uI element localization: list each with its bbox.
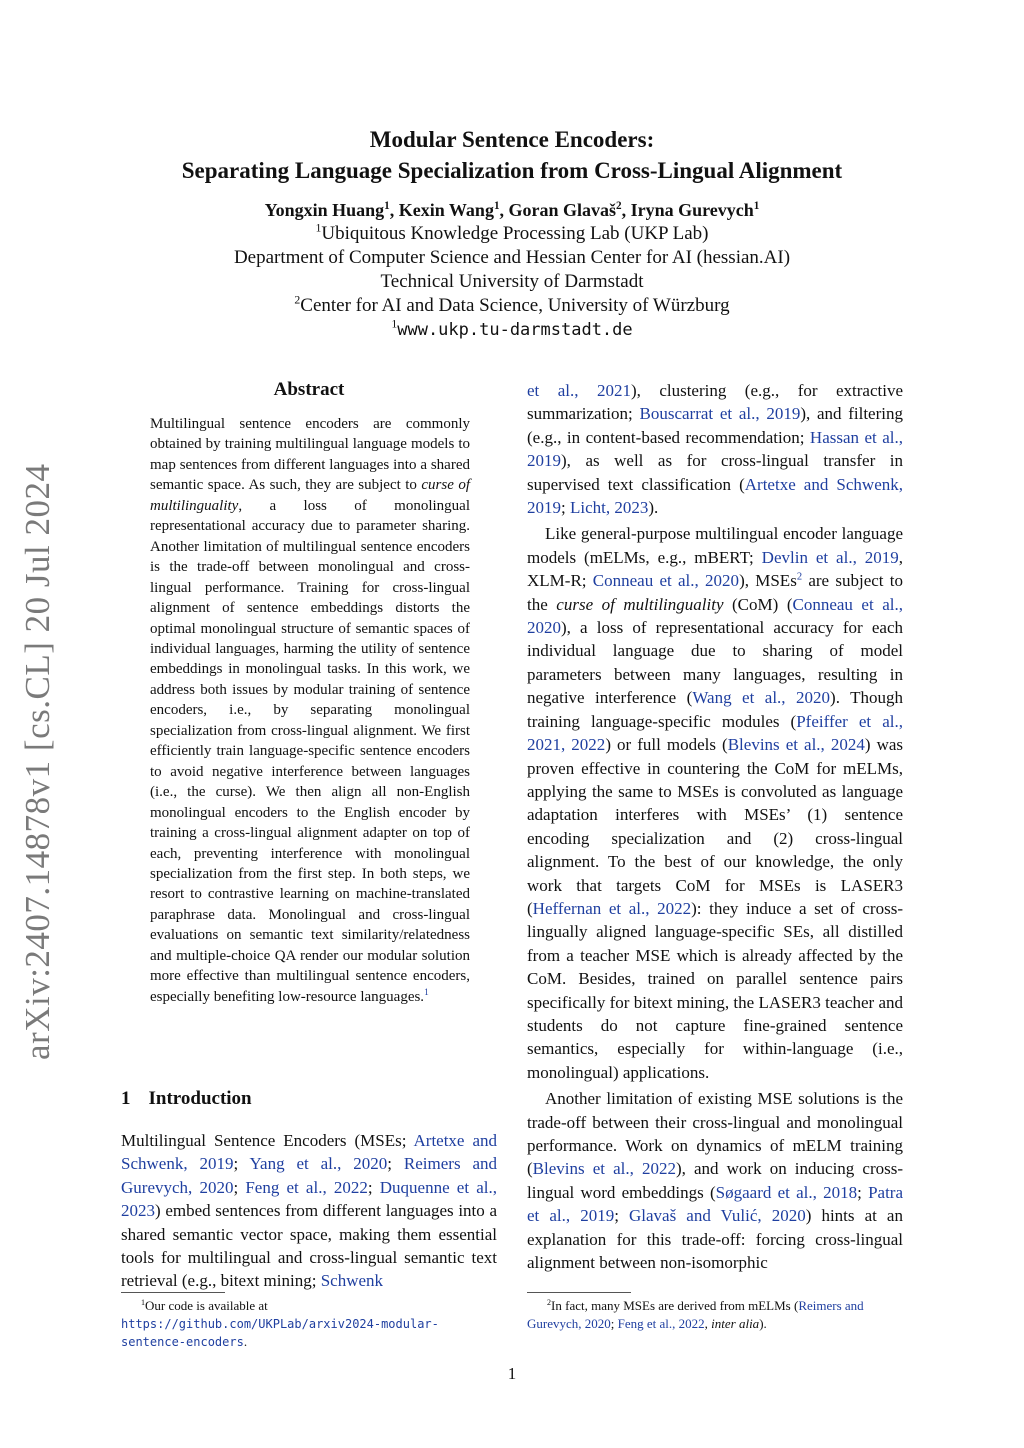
citation-link[interactable]: Pfeiffer et al., 2021, 2022	[527, 711, 903, 755]
lab-url[interactable]: www.ukp.tu-darmstadt.de	[397, 320, 633, 340]
author-name: Goran Glavaš	[508, 200, 617, 220]
text-run: ). Though training language-specific modules (	[527, 688, 903, 731]
emphasis-text: inter alia	[711, 1316, 760, 1331]
citation-link[interactable]: Reimers and Gurevych, 2020	[121, 1154, 497, 1197]
footnote-text: ).	[759, 1316, 767, 1331]
abstract-text-part: Multilingual sentence encoders are commonly obtained by training multilingual language models to map sentences from different languages into a shared semantic space. As such, they are subject to	[150, 416, 470, 494]
paper-title-line-2: Separating Language Specialization from Cross-Lingual Alignment	[181, 158, 843, 183]
text-run: are subject to the	[527, 571, 904, 614]
text-run: ) hints at an explanation for this trade-off: forcing cross-lingual alignment between non-isomorphic	[527, 1206, 903, 1273]
page-number: 1	[507, 1364, 517, 1383]
citation-link[interactable]: Conneau et al., 2020	[592, 571, 740, 591]
text-run: ;	[857, 1182, 869, 1202]
code-repository-link[interactable]: https://github.com/UKPLab/arxiv2024-modular-sentence-encoders	[121, 1317, 439, 1349]
author-name: Yongxin Huang	[264, 200, 385, 220]
affil-mark: 2	[294, 293, 301, 307]
affiliation-1-line-1	[120, 222, 904, 246]
abstract-emphasis: curse of multilinguality	[150, 477, 470, 514]
title-block	[120, 124, 904, 342]
text-run: ), as well as for cross-lingual transfer in supervised text classification (	[527, 451, 903, 494]
affil-text: Ubiquitous Knowledge Processing Lab (UKP Lab)	[321, 223, 709, 244]
citation-link[interactable]: Devlin et al., 2019	[761, 547, 899, 567]
footnote-2-link[interactable]: 2	[796, 571, 803, 583]
text-run: ), and work on inducing cross-lingual word embeddings (	[527, 1159, 903, 1202]
citation-link[interactable]: Wang et al., 2020	[692, 688, 831, 708]
text-run: ), MSEs	[739, 571, 797, 591]
section-heading	[121, 1087, 497, 1111]
citation-link[interactable]: Artetxe and Schwenk, 2019	[121, 1131, 497, 1174]
text-run: ), and filtering (e.g., in content-based recommendation;	[527, 404, 903, 447]
right-column	[527, 379, 903, 1274]
text-run: ): they induce a set of cross-lingually aligned language-specific SEs, all distilled from a teacher MSE which is already affected by the CoM. Besides, trained on parallel sentence pairs specifically for bitext mining, the LASER3 teacher and students do not capture fine-grained sentence semantics, especially for within-language (i.e., monolingual) applications.	[527, 898, 903, 1082]
lab-url-line	[120, 318, 904, 342]
abstract-text-part: , a loss of monolingual representational accuracy due to parameter sharing. Another limitation of multilingual sentence encoders is the trade-off between monolingual and cross-lingual performance. Training for cross-lingual alignment of sentence embeddings distorts the optimal monolingual structure of semantic spaces of individual languages, harming the utility of sentence embeddings in monolingual tasks. In this work, we address both issues by modular training of sentence encoders, i.e., by separating monolingual specialization from cross-lingual alignment. We first efficiently train language-specific sentence encoders to avoid negative interference between languages (i.e., the curse). We then align all non-English monolingual encoders to the English encoder by training a cross-lingual alignment adapter on top of each, preventing interference with monolingual specialization from the first step. In both steps, we resort to contrastive learning on machine-translated paraphrase data. Monolingual and cross-lingual evaluations on semantic text similarity/relatedness and multiple-choice QA render our modular solution more effective than multilingual sentence encoders, especially benefiting low-resource languages.	[150, 497, 470, 1005]
emphasis-text: curse of multilinguality	[556, 594, 724, 614]
author-name: Kexin Wang	[398, 200, 494, 220]
affil-mark: 1	[315, 221, 322, 235]
author-affil-mark: 1	[493, 200, 500, 212]
citation-link[interactable]: Yang et al., 2020	[249, 1154, 388, 1174]
paragraph-tradeoff	[527, 1087, 903, 1274]
citation-link[interactable]: et al., 2021	[527, 381, 631, 400]
paper-title-line-1: Modular Sentence Encoders:	[369, 127, 655, 152]
text-run: ;	[614, 1206, 630, 1226]
citation-link[interactable]: Blevins et al., 2022	[532, 1159, 676, 1179]
footnote-text: Our code is available at	[145, 1298, 268, 1313]
footnote-text: In fact, many MSEs are derived from mELMs (	[551, 1298, 799, 1313]
author-affil-mark: 2	[616, 200, 622, 212]
citation-link[interactable]: Duquenne et al., 2023	[121, 1177, 497, 1221]
affil-mark: 1	[391, 317, 398, 331]
citation-link[interactable]: Artetxe and Schwenk, 2019	[527, 474, 903, 518]
text-run: Another limitation of existing MSE solutions is the trade-off between their cross-lingual and monolingual performance. Work on dynamics of mELM training (	[527, 1089, 903, 1179]
citation-link[interactable]: Hassan et al., 2019	[527, 427, 903, 471]
text-run: ;	[233, 1177, 246, 1197]
intro-paragraph	[121, 1129, 497, 1293]
footnote-1	[121, 1297, 501, 1351]
footnote-text: ;	[610, 1316, 618, 1331]
section-number: 1	[121, 1088, 131, 1109]
footnote-text: ,	[704, 1316, 712, 1331]
citation-link[interactable]: Licht, 2023	[569, 498, 649, 518]
introduction-section	[121, 1087, 497, 1293]
text-run: ;	[387, 1154, 404, 1174]
text-run: ) embed sentences from different languages into a shared semantic vector space, making them essential tools for multilingual and cross-lingual semantic text retrieval (e.g., bitext mining;	[121, 1201, 497, 1291]
text-run: ;	[233, 1154, 250, 1174]
citation-link[interactable]: Feng et al., 2022	[617, 1316, 705, 1331]
author-affil-mark: 1	[384, 200, 390, 212]
paragraph-com	[527, 522, 903, 1084]
citation-link[interactable]: Bouscarrat et al., 2019	[639, 404, 801, 424]
affiliation-2	[120, 294, 904, 318]
footnote-1-link[interactable]: 1	[424, 987, 429, 998]
text-run: ;	[367, 1177, 380, 1197]
text-run: ).	[648, 498, 659, 518]
author-list: Yongxin Huang$^1$, Kexin Wang$^1$, Goran Glavaš$^2$, Iryna Gurevych$^1$	[264, 200, 760, 220]
arxiv-identifier-sidebar: arXiv:2407.14878v1 [cs.CL] 20 Jul 2024	[18, 463, 57, 1060]
paragraph-continuation	[527, 379, 903, 519]
footnote-mark: 1	[141, 1297, 146, 1307]
footnote-divider	[121, 1292, 225, 1293]
text-run: ), clustering (e.g., for extractive summarization;	[527, 381, 903, 424]
affil-text: Center for AI and Data Science, University of Würzburg	[300, 295, 730, 316]
footnote-text: .	[243, 1334, 248, 1349]
section-title: Introduction	[148, 1088, 252, 1109]
author-name: Iryna Gurevych	[630, 200, 754, 220]
abstract-body	[150, 414, 470, 1007]
author-affil-mark: 1	[753, 200, 760, 212]
footnote-mark: 2	[547, 1297, 552, 1307]
citation-link[interactable]: Glavaš and Vulić, 2020	[629, 1206, 806, 1226]
citation-link[interactable]: Patra et al., 2019	[527, 1182, 903, 1226]
text-run: ) or full models (	[605, 735, 728, 755]
citation-link[interactable]: Schwenk	[320, 1271, 384, 1291]
affiliation-1-line-2: Department of Computer Science and Hessian Center for AI (hessian.AI)	[233, 247, 791, 268]
footnote-divider	[527, 1292, 631, 1293]
abstract-heading: Abstract	[273, 379, 345, 400]
affiliation-1-line-3: Technical University of Darmstadt	[380, 271, 644, 292]
text-run: Multilingual Sentence Encoders (MSEs;	[121, 1131, 414, 1150]
text-run: (CoM) (	[723, 594, 793, 614]
citation-link[interactable]: Feng et al., 2022	[245, 1177, 368, 1197]
text-run: ) was proven effective in countering the CoM for mELMs, applying the same to MSEs is convoluted as language adaptation interferes with MSEs’ (1) sentence encoding specialization and (2) cross-lingual alignment. To the best of our knowledge, the only work that targets CoM for MSEs is LASER3 (	[527, 735, 904, 918]
abstract-section	[150, 378, 470, 1007]
citation-link[interactable]: Heffernan et al., 2022	[532, 898, 692, 918]
citation-link[interactable]: Blevins et al., 2024	[727, 735, 865, 755]
citation-link[interactable]: Reimers and Gurevych, 2020	[527, 1298, 864, 1331]
footnote-2	[527, 1297, 907, 1333]
text-run: Like general-purpose multilingual encoder language models (mELMs, e.g., mBERT;	[527, 524, 903, 567]
text-run: ), a loss of representational accuracy for each individual language due to sharing of model parameters between many languages, resulting in negative interference (	[527, 618, 903, 708]
citation-link[interactable]: Søgaard et al., 2018	[715, 1182, 858, 1202]
citation-link[interactable]: Conneau et al., 2020	[527, 594, 903, 638]
text-run: , XLM-R;	[527, 547, 903, 591]
text-run: ;	[561, 498, 570, 518]
